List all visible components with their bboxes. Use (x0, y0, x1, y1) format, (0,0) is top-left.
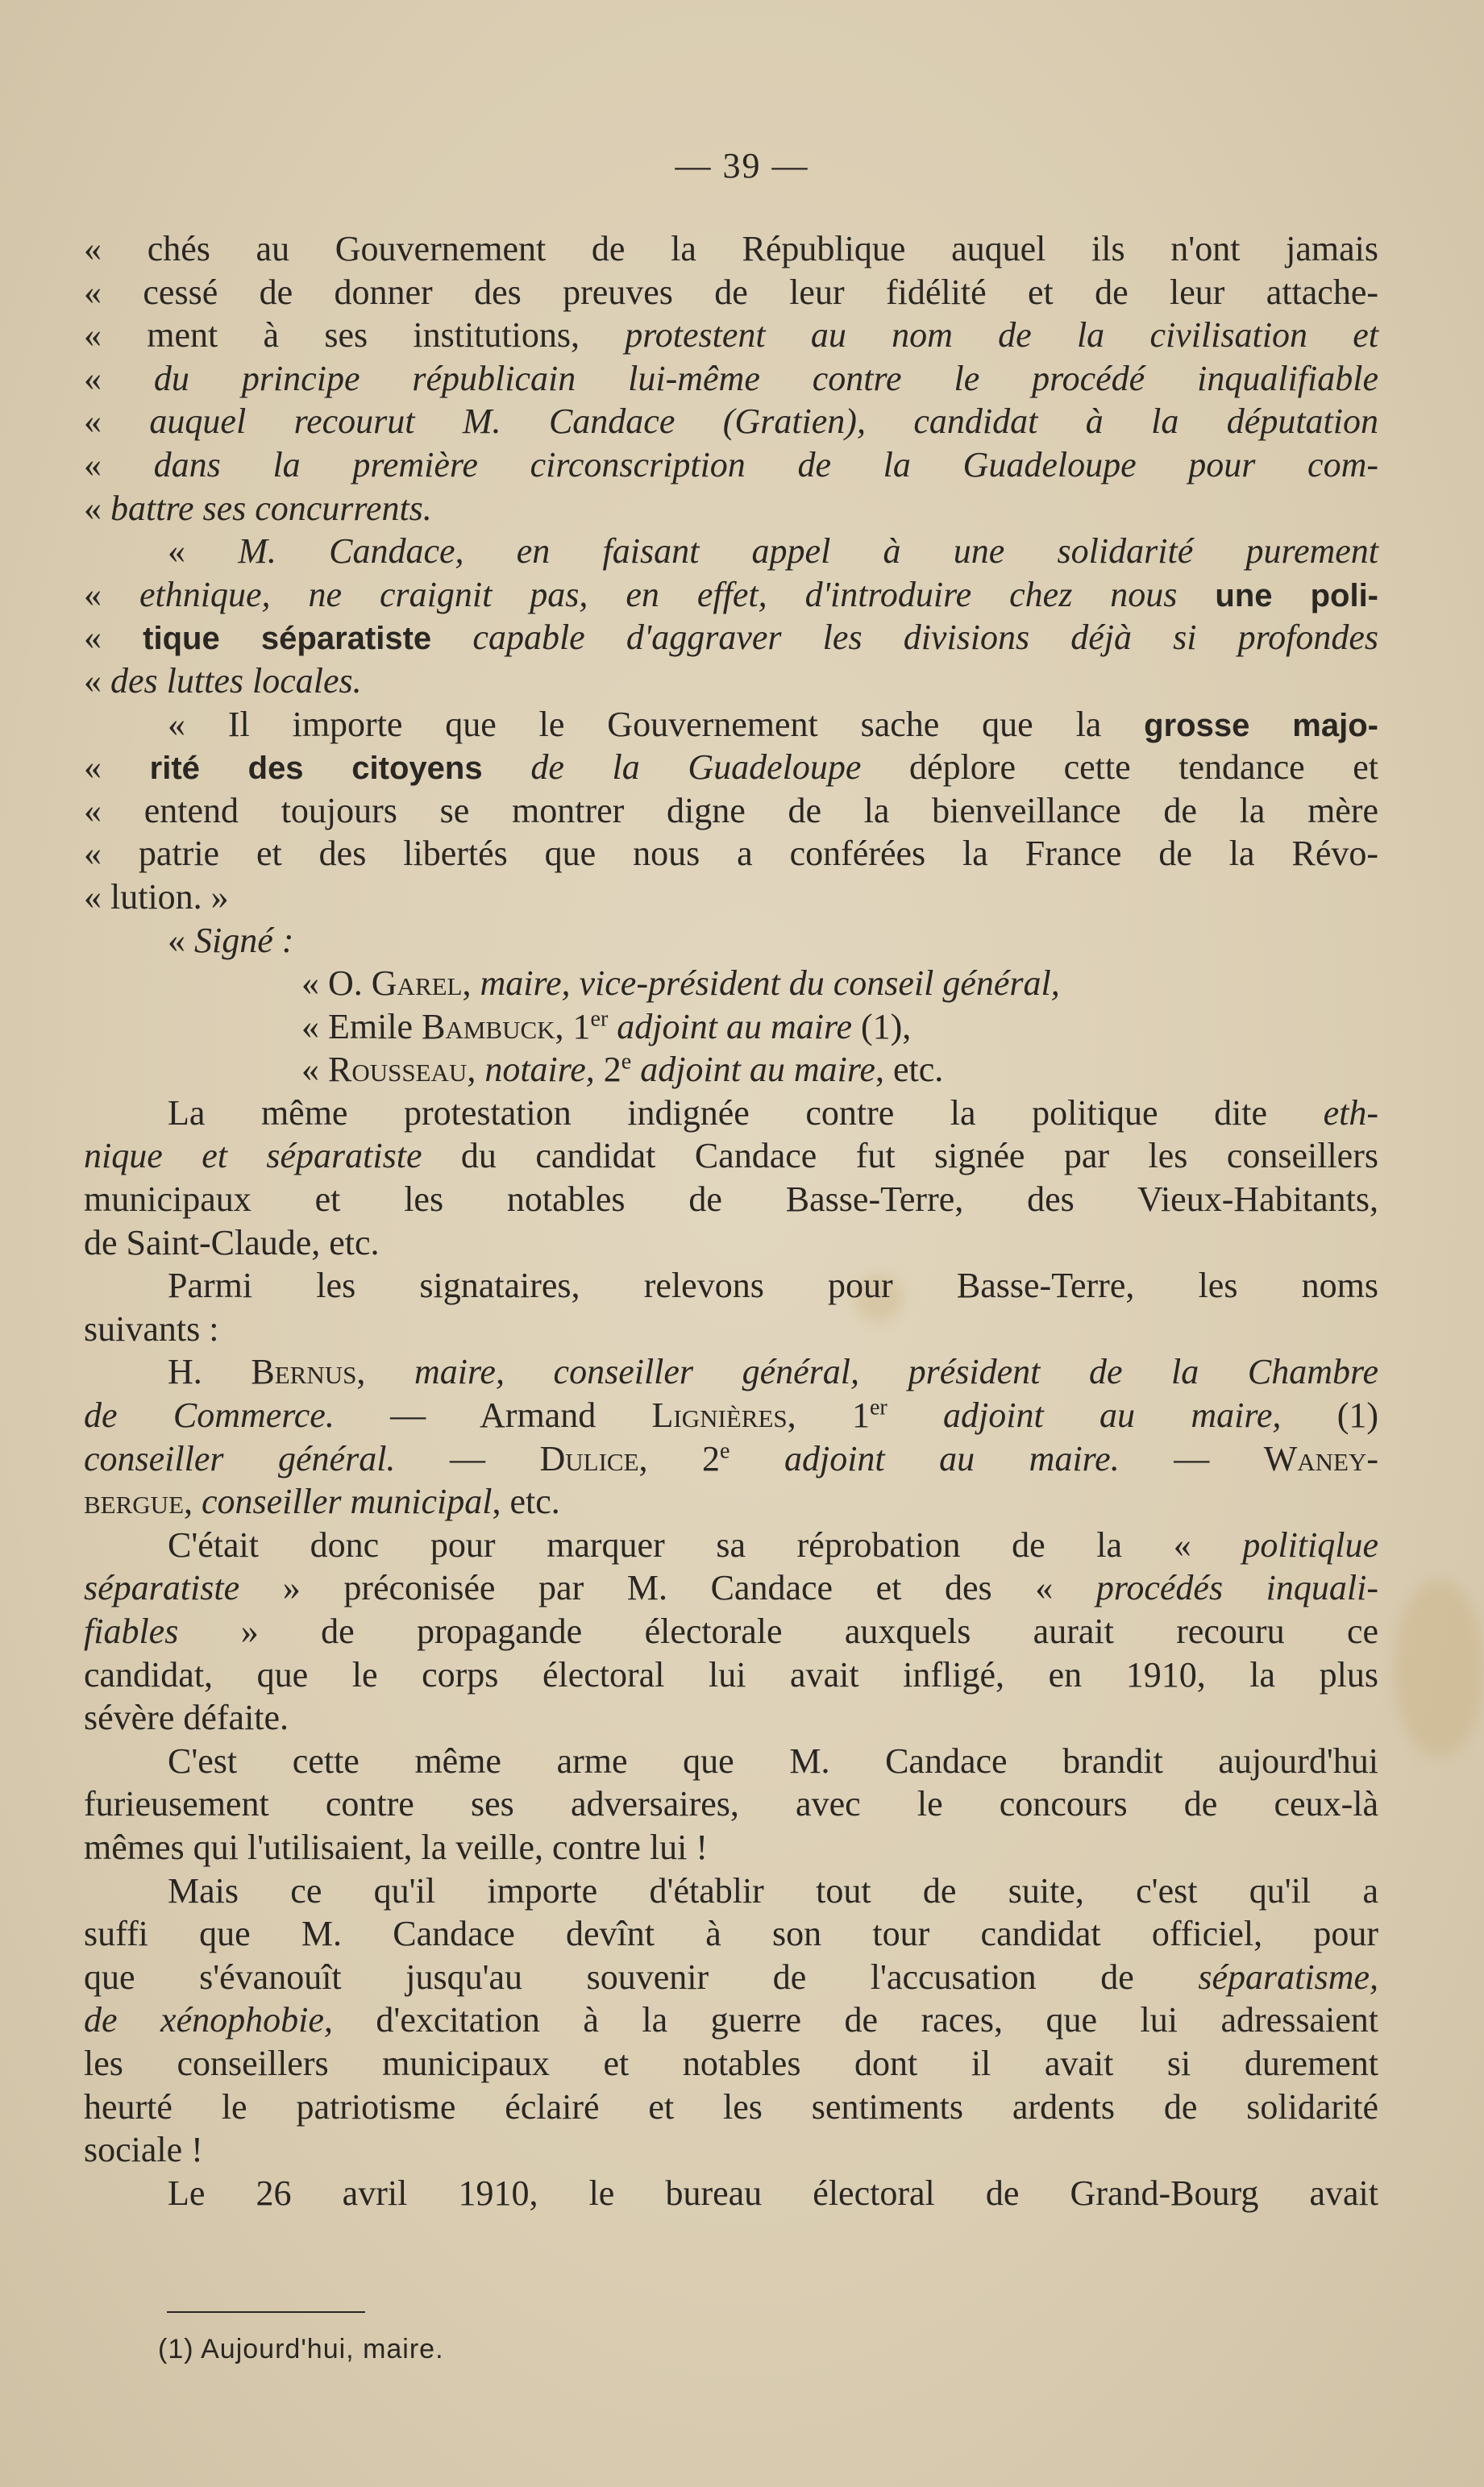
footnote-rule (167, 2311, 365, 2313)
quote-line (84, 443, 1378, 487)
text-run: du candidat Candace fut signée par les conseillers (422, 1136, 1378, 1176)
text-run: furieusement contre ses adversaires, avec le concours de ceux-là (84, 1784, 1378, 1824)
guillemet: « (84, 790, 144, 830)
body-line (84, 1740, 1378, 1783)
text-run: les conseillers municipaux et notables dont il avait si durement (84, 2043, 1378, 2083)
guillemet: « (168, 531, 239, 572)
text-run: patrie et des libertés que nous a conférées la France de la Révo- (138, 834, 1379, 874)
text-run: C'est cette même arme que M. Candace brandit aujourd'hui (168, 1740, 1378, 1781)
text-run: des luttes locales. (110, 660, 362, 701)
quote-line (84, 832, 1378, 875)
text-run: séparatisme, (1198, 1957, 1378, 1997)
text-run: La même protestation indignée contre la politique dite (168, 1092, 1324, 1133)
text-run: tique séparatiste (143, 621, 473, 657)
text-run: sociale ! (84, 2130, 203, 2170)
text-run: Emile (328, 1006, 422, 1046)
quote-line (84, 530, 1378, 573)
page-number: — 39 — (675, 146, 809, 185)
body-line (84, 2086, 1378, 2129)
text-run: Signé : (194, 920, 294, 960)
text-run: Lignières (651, 1395, 788, 1436)
text-run: , (555, 1006, 573, 1046)
body-line (84, 1524, 1378, 1567)
text-run: , (184, 1482, 202, 1522)
text-run: protestent au nom de la civilisation et (625, 315, 1378, 356)
text-run (631, 1050, 640, 1089)
text-run: e (621, 1049, 632, 1075)
text-run: Waney- (1263, 1438, 1379, 1478)
guillemet: « (84, 358, 154, 398)
body-line (84, 1956, 1378, 1999)
quote-line (84, 573, 1378, 617)
text-run: Le 26 avril 1910, le bureau électoral de Grand-Bourg avait (168, 2173, 1378, 2213)
quote-line (84, 227, 1378, 271)
text-run: cessé de donner des preuves de leur fidélité et de leur attache- (143, 272, 1379, 312)
body-line (84, 1480, 1378, 1524)
text-run: Dulice (539, 1438, 639, 1478)
text-run: suffi que M. Candace devînt à son tour candidat officiel, pour (84, 1914, 1378, 1954)
text-run: 1 (572, 1006, 591, 1046)
text-run: Bernus (251, 1352, 357, 1392)
text-run: Il importe que le Gouvernement sache que la (227, 704, 1145, 744)
body-line (84, 1350, 1378, 1394)
body-line (84, 1092, 1378, 1135)
body-line (84, 1437, 1378, 1481)
text-run: — Armand (334, 1395, 652, 1436)
text-run: M. Candace, en faisant appel à une solidarité purement (238, 531, 1378, 572)
text-run: dans la première circonscription de la Guadeloupe pour com- (153, 444, 1379, 485)
body-line (84, 2172, 1378, 2215)
quote-line (84, 357, 1378, 401)
body-line (84, 1610, 1378, 1653)
text-run: suivants : (84, 1308, 219, 1349)
guillemet: « (84, 401, 150, 442)
body-line (84, 1869, 1378, 1913)
text-run: séparatiste (84, 1568, 240, 1608)
guillemet: « (84, 747, 150, 788)
text-run: maire, conseiller général, président de la Chambre (414, 1352, 1379, 1392)
page-body (84, 227, 1378, 2215)
paper-stain (1395, 1580, 1483, 1757)
guillemet: « (84, 660, 110, 701)
text-run: O. (328, 963, 372, 1004)
text-run: adjoint au maire, (943, 1395, 1282, 1436)
text-run: , 1 (787, 1395, 870, 1436)
text-run: nique et séparatiste (84, 1136, 422, 1176)
guillemet: « (84, 444, 154, 485)
text-run: Rousseau (328, 1050, 468, 1090)
quote-line (84, 616, 1378, 659)
text-run: sévère défaite. (84, 1698, 289, 1738)
body-line (84, 1826, 1378, 1869)
quote-line (84, 400, 1378, 443)
text-run: d'excitation à la guerre de races, que lui adressaient (332, 2000, 1378, 2040)
text-run: mêmes qui l'utilisaient, la veille, contre lui ! (84, 1827, 709, 1867)
body-line (84, 1308, 1378, 1351)
text-run: déplore cette tendance et (861, 747, 1379, 788)
text-run: er (869, 1395, 887, 1420)
text-run: « (301, 1050, 328, 1090)
text-run: procédés inquali- (1095, 1568, 1378, 1608)
text-run: notaire, (484, 1050, 604, 1090)
guillemet: « (84, 876, 110, 917)
text-run (730, 1439, 784, 1478)
text-run: battre ses concurrents. (110, 488, 432, 528)
text-run (887, 1395, 943, 1435)
text-run (608, 1007, 617, 1046)
text-run: « (301, 963, 328, 1004)
text-run: Mais ce qu'il importe d'établir tout de suite, c'est qu'il a (168, 1870, 1378, 1911)
body-line (84, 1782, 1378, 1826)
text-run: de la Guadeloupe (530, 747, 862, 788)
text-run: conseiller général. (84, 1438, 396, 1478)
text-run: (1) (1281, 1395, 1378, 1436)
body-line (84, 1264, 1378, 1308)
quote-line (84, 659, 1378, 703)
guillemet: « (168, 704, 228, 744)
body-line (84, 1221, 1378, 1265)
text-run: adjoint au maire (640, 1050, 875, 1090)
text-run: chés au Gouvernement de la République auquel ils n'ont jamais (147, 229, 1378, 268)
text-run: bergue (84, 1482, 184, 1522)
body-line (84, 1998, 1378, 2042)
text-run: , (467, 1050, 485, 1090)
quote-line (84, 703, 1378, 747)
signature-line (84, 1048, 1378, 1092)
text-run: municipaux et les notables de Basse-Terre, des Vieux-Habitants, (84, 1179, 1378, 1220)
signed-label (84, 919, 1378, 963)
guillemet: « (84, 315, 148, 356)
text-run: de xénophobie, (84, 2000, 333, 2040)
text-run: auquel recourut M. Candace (Gratien), candidat à la députation (149, 401, 1379, 442)
text-run: e (720, 1437, 730, 1463)
text-run: — (1119, 1438, 1264, 1478)
guillemet: « (84, 834, 139, 874)
text-run: H. (168, 1352, 251, 1392)
text-run: , 2 (638, 1438, 721, 1478)
text-run: er (590, 1006, 609, 1032)
text-run: candidat, que le corps électoral lui avait infligé, en 1910, la plus (84, 1654, 1378, 1695)
text-run: que s'évanouît jusqu'au souvenir de l'accusation de (84, 1957, 1199, 1997)
guillemet: « (84, 618, 143, 658)
body-line (84, 1912, 1378, 1956)
text-run: , etc. (875, 1050, 944, 1090)
quote-line (84, 487, 1378, 530)
text-run: — (395, 1438, 540, 1478)
text-run: capable d'aggraver les divisions déjà si profondes (472, 618, 1379, 658)
text-run: du principe républicain lui-même contre le procédé inqualifiable (153, 358, 1378, 398)
body-line (84, 1178, 1378, 1221)
text-run: » de propagande électorale auxquels aurait recouru ce (178, 1612, 1378, 1651)
guillemet: « (84, 574, 139, 614)
guillemet: « (168, 920, 194, 960)
text-run: conseiller municipal (202, 1482, 493, 1522)
text-run: , (356, 1352, 414, 1392)
text-run: Parmi les signataires, relevons pour Basse-Terre, les noms (168, 1266, 1378, 1306)
quote-line (84, 314, 1378, 357)
text-run: (1), (852, 1006, 912, 1046)
text-run: 2 (603, 1050, 621, 1090)
text-run: entend toujours se montrer digne de la bienveillance de la mère (143, 790, 1379, 830)
text-run: Bambuck (422, 1006, 555, 1046)
guillemet: « (84, 229, 148, 268)
body-line (84, 2042, 1378, 2086)
guillemet: « (84, 488, 110, 528)
text-run: heurté le patriotisme éclairé et les sentiments ardents de solidarité (84, 2086, 1378, 2127)
text-run: ment à ses institutions, (147, 315, 626, 356)
text-run: » préconisée par M. Candace et des « (239, 1568, 1096, 1608)
text-run: ethnique, ne craignit pas, en effet, d'introduire chez nous (139, 574, 1216, 614)
text-run: eth- (1323, 1092, 1378, 1133)
quote-line (84, 875, 1378, 919)
text-run: de Saint-Claude, etc. (84, 1222, 380, 1262)
text-run: grosse majo- (1144, 707, 1378, 743)
text-run: de Commerce. (84, 1395, 335, 1436)
body-line (84, 1134, 1378, 1178)
signature-line (84, 1005, 1378, 1049)
footnote: (1) Aujourd'hui, maire. (158, 2334, 444, 2364)
text-run: fiables (84, 1612, 179, 1651)
text-run: lution. » (110, 876, 229, 917)
body-line (84, 1653, 1378, 1697)
body-line (84, 1566, 1378, 1610)
body-line (84, 1696, 1378, 1740)
text-run: , (462, 963, 480, 1004)
text-run: , etc. (492, 1482, 560, 1522)
text-run: « (301, 1006, 328, 1046)
quote-line (84, 789, 1378, 833)
text-run: Garel (371, 963, 463, 1004)
text-run: politiqlue (1242, 1524, 1378, 1565)
text-run: adjoint au maire. (784, 1438, 1120, 1478)
text-run: maire, vice-président du conseil général, (480, 963, 1060, 1004)
quote-line (84, 746, 1378, 789)
text-run: C'était donc pour marquer sa réprobation de la « (168, 1524, 1243, 1565)
text-run: rité des citoyens (149, 751, 531, 787)
text-run: adjoint au maire (617, 1006, 852, 1046)
body-line (84, 1394, 1378, 1437)
text-run: une poli- (1215, 577, 1379, 613)
signature-line (84, 962, 1378, 1005)
quote-line (84, 271, 1378, 314)
body-line (84, 2128, 1378, 2172)
guillemet: « (84, 272, 143, 312)
